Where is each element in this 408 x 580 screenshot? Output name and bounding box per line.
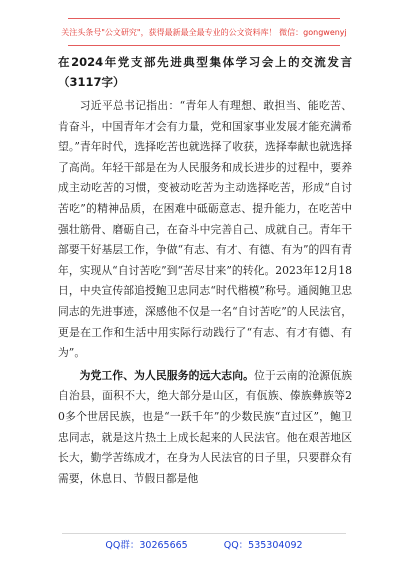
document-title: 在2024年党支部先进典型集体学习会上的交流发言（3117字） <box>58 55 352 89</box>
paragraph-1 <box>58 96 352 364</box>
footer-qq-group: QQ群：30265665 <box>105 540 188 551</box>
paragraph-2 <box>58 366 352 490</box>
paragraph-1-text: 习近平总书记指出：“青年人有理想、敢担当、能吃苦、肯奋斗，中国青年才会有力量，党和国家事业发展才能充满希望。”青年时代，选择吃苦也就选择了收获，选择奉献也就选择了高尚。年轻干部是在为人民服务和成长进步的过程中，要养成主动吃苦的习惯，变被动吃苦为主动选择吃苦，形成“自讨苦吃”的精神品质，在困难中砥砺意志、提升能力，在吃苦中强壮筋骨、磨砺自己，在奋斗中完善自己、成就自己。青年干部要干好基层工作，争做“有志、有才、有德、有为”的四有青年，实现从“自讨苦吃”到“苦尽甘来”的转化。2023年12月18日，中央宣传部追授鲍卫忠同志“时代楷模”称号。通阅鲍卫忠同志的先进事迹，深感他不仅是一名“自讨苦吃”的人民法官，更是在工作和生活中用实际行动践行了“有志、有才有德、有为”。 <box>58 99 352 360</box>
document-body <box>58 52 352 489</box>
banner-text: 关注头条号"公文研究"，获得最新最全最专业的公文资料库！ 微信：gongwenyj <box>61 27 347 37</box>
paragraph-2-text: 位于云南的沧源佤族自治县，面积不大，绝大部分是山区，有佤族、傣族彝族等20多个世居民族，也是“一跃千年”的少数民族“直过区”，鲍卫忠同志，就是这片热土上成长起来的人民法官。他在艰苦地区长大，勤学苦练成才，在身为人民法官的日子里，只要群众有需要，休息日、节假日都是他 <box>58 368 352 485</box>
footer-qq: QQ：535304092 <box>223 540 303 551</box>
paragraph-2-lead: 为党工作、为人民服务的远大志向。 <box>79 368 254 382</box>
footer-contact <box>62 533 346 551</box>
header-banner <box>61 18 347 46</box>
